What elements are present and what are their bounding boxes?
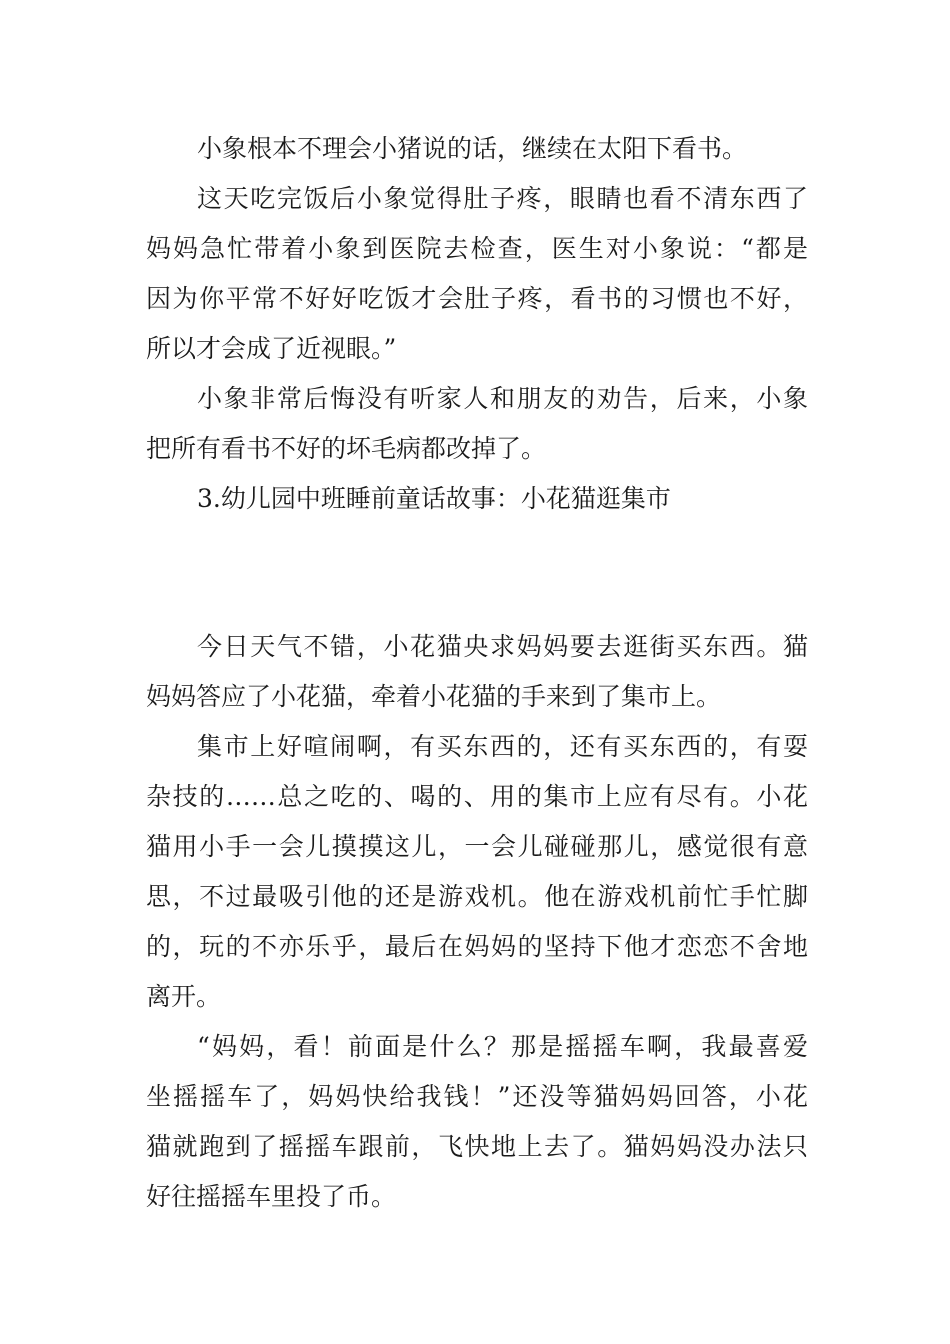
- paragraph-line: “妈妈，看！前面是什么？那是摇摇车啊，我最喜爱: [197, 1032, 808, 1061]
- paragraph-line: 集市上好喧闹啊，有买东西的，还有买东西的，有耍: [197, 732, 808, 761]
- paragraph-line: 猫用小手一会儿摸摸这儿，一会儿碰碰那儿，感觉很有意: [146, 832, 808, 861]
- paragraph-line: 这天吃完饭后小象觉得肚子疼，眼睛也看不清东西了: [197, 184, 808, 213]
- paragraph-line: 猫就跑到了摇摇车跟前，飞快地上去了。猫妈妈没办法只: [146, 1132, 808, 1161]
- paragraph-line: 因为你平常不好好吃饭才会肚子疼，看书的习惯也不好，: [146, 284, 808, 313]
- paragraph-line: 杂技的……总之吃的、喝的、用的集市上应有尽有。小花: [146, 782, 808, 811]
- paragraph-line: 小象根本不理会小猪说的话，继续在太阳下看书。: [197, 134, 748, 163]
- paragraph-line: 妈妈答应了小花猫，牵着小花猫的手来到了集市上。: [146, 682, 722, 711]
- paragraph-line: 小象非常后悔没有听家人和朋友的劝告，后来，小象: [197, 384, 808, 413]
- paragraph-line: 妈妈急忙带着小象到医院去检查，医生对小象说：“都是: [146, 234, 808, 263]
- paragraph-line: 的，玩的不亦乐乎，最后在妈妈的坚持下他才恋恋不舍地: [146, 932, 808, 961]
- paragraph-line: 坐摇摇车了，妈妈快给我钱！”还没等猫妈妈回答，小花: [146, 1082, 808, 1111]
- section-heading: 3.幼儿园中班睡前童话故事：小花猫逛集市: [197, 484, 671, 513]
- paragraph-line: 把所有看书不好的坏毛病都改掉了。: [146, 434, 547, 463]
- paragraph-line: 好往摇摇车里投了币。: [146, 1182, 397, 1211]
- paragraph-line: 所以才会成了近视眼。”: [146, 334, 397, 363]
- paragraph-line: 今日天气不错，小花猫央求妈妈要去逛街买东西。猫: [197, 632, 808, 661]
- paragraph-line: 离开。: [146, 982, 222, 1011]
- paragraph-line: 思，不过最吸引他的还是游戏机。他在游戏机前忙手忙脚: [146, 882, 808, 911]
